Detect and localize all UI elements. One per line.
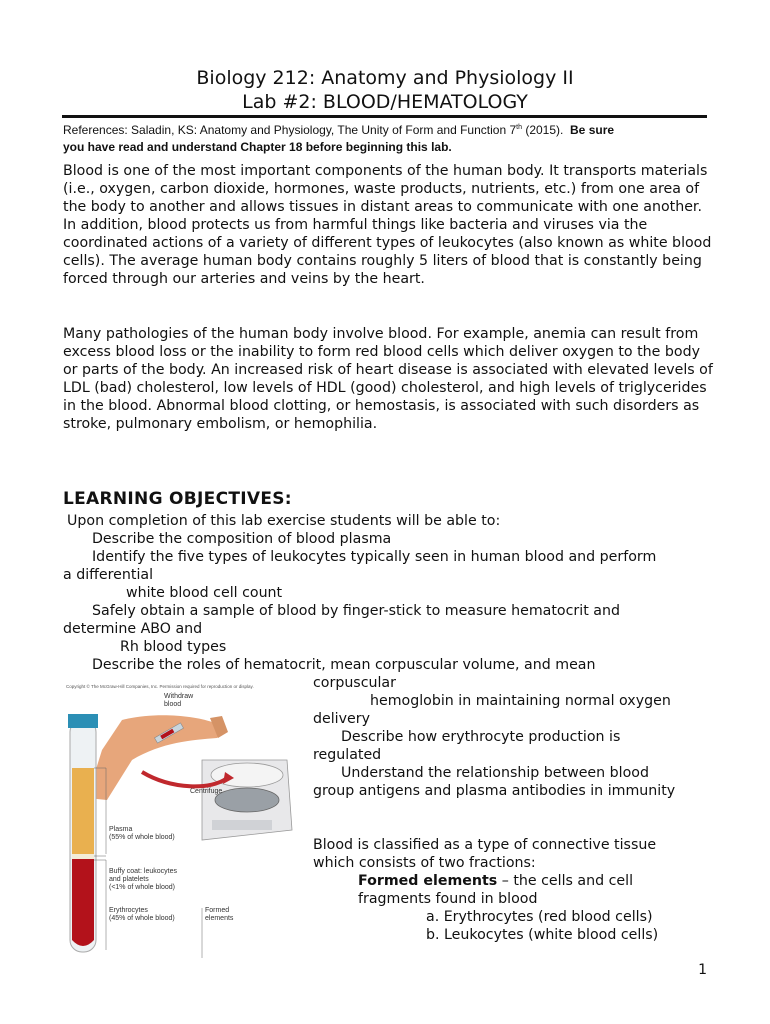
references: [63, 119, 713, 156]
label-erythrocytes: Erythrocytes: [109, 907, 148, 914]
classification-line-2: which consists of two fractions:: [313, 855, 536, 871]
list-item-leukocytes: b. Leukocytes (white blood cells): [426, 927, 659, 943]
formed-elements-label: Formed elements: [358, 873, 498, 889]
objective-line: Safely obtain a sample of blood by finger-stick to measure hematocrit and: [92, 603, 620, 619]
label-plasma: Plasma: [109, 826, 133, 833]
tube-cap: [68, 714, 98, 728]
objectives-heading: LEARNING OBJECTIVES:: [63, 489, 292, 509]
classification-line-1: Blood is classified as a type of connective tissue: [313, 837, 657, 853]
formed-elements-line: [358, 872, 633, 890]
objective-line: hemoglobin in maintaining normal oxygen: [370, 693, 671, 709]
references-year: (2015).: [521, 123, 571, 137]
label-buffy: Buffy coat: leukocytes: [109, 868, 177, 875]
erythrocyte-layer: [72, 859, 94, 946]
document-title: Biology 212: Anatomy and Physiology II: [196, 67, 574, 89]
references-text: References: Saladin, KS: Anatomy and Physiology, The Unity of Form and Function 7: [63, 123, 517, 137]
references-note-2: you have read and understand Chapter 18 before beginning this lab.: [63, 140, 452, 154]
objective-line: a differential: [63, 567, 154, 583]
objective-line: Identify the five types of leukocytes typically seen in human blood and perform: [92, 549, 657, 565]
objective-line: corpuscular: [313, 675, 396, 691]
references-sup: th: [516, 124, 522, 131]
label-formed: Formed: [205, 907, 230, 914]
page-number: 1: [698, 962, 707, 978]
objective-line: white blood cell count: [126, 585, 283, 601]
lab-title: Lab #2: BLOOD/HEMATOLOGY: [242, 91, 528, 113]
objective-line: Describe the roles of hematocrit, mean corpuscular volume, and mean: [92, 657, 596, 673]
label-centrifuge: Centrifuge: [190, 788, 223, 795]
title-rule: [62, 115, 707, 118]
label-withdraw-2: blood: [164, 701, 182, 708]
centrifuge-panel: [212, 820, 272, 830]
label-plasma-2: (55% of whole blood): [109, 834, 175, 841]
objective-line: Describe how erythrocyte production is: [341, 729, 621, 745]
label-withdraw: Withdraw: [164, 693, 194, 700]
label-buffy-3: (<1% of whole blood): [109, 884, 175, 891]
objective-line: determine ABO and: [63, 621, 203, 637]
objectives-lead: Upon completion of this lab exercise students will be able to:: [67, 513, 501, 529]
intro-paragraph-2: Many pathologies of the human body involve blood. For example, anemia can result from excess blood loss or the inability to form red blood cells which deliver oxygen to the body or parts of the body. An increased risk of heart disease is associated with elevated levels of LDL (bad) cholesterol, low levels of HDL (good) cholesterol, and high levels of triglycerides in the blood. Abnormal blood clotting, or hemostasis, is associated with such disorders as stroke, pulmonary embolism, or hemophilia.: [63, 326, 713, 432]
objective-line: Rh blood types: [120, 639, 227, 655]
references-note-1: Be sure: [570, 123, 615, 137]
plasma-layer: [72, 768, 94, 854]
objective-line: regulated: [313, 747, 382, 763]
objective-line: group antigens and plasma antibodies in immunity: [313, 783, 676, 799]
formed-elements-rest: – the cells and cell: [497, 873, 634, 889]
objective-line: Describe the composition of blood plasma: [92, 531, 392, 547]
label-buffy-2: and platelets: [109, 876, 149, 883]
list-item-erythrocytes: a. Erythrocytes (red blood cells): [426, 909, 653, 925]
formed-elements-line-2: fragments found in blood: [358, 891, 538, 907]
figure-copyright: Copyright © The McGraw-Hill Companies, Inc. Permission required for reproduction or display.: [66, 684, 254, 689]
label-erythrocytes-2: (45% of whole blood): [109, 915, 175, 922]
objective-line: Understand the relationship between blood: [341, 765, 649, 781]
intro-paragraph-1: Blood is one of the most important components of the human body. It transports materials (i.e., oxygen, carbon dioxide, hormones, waste products, nutrients, etc.) from one area of the body to another and allows tissues in distant areas to communicate with one another. In addition, blood protects us from harmful things like bacteria and viruses via the coordinated actions of a variety of different types of leukocytes (also known as white blood cells). The average human body contains roughly 5 liters of blood that is constantly being forced through our arteries and veins by the heart.: [63, 163, 712, 287]
label-formed-2: elements: [205, 915, 234, 922]
objective-line: delivery: [313, 711, 370, 727]
centrifuge-rotor: [215, 788, 279, 812]
blood-centrifuge-figure: [62, 680, 302, 960]
buffy-coat-layer: [72, 854, 94, 859]
